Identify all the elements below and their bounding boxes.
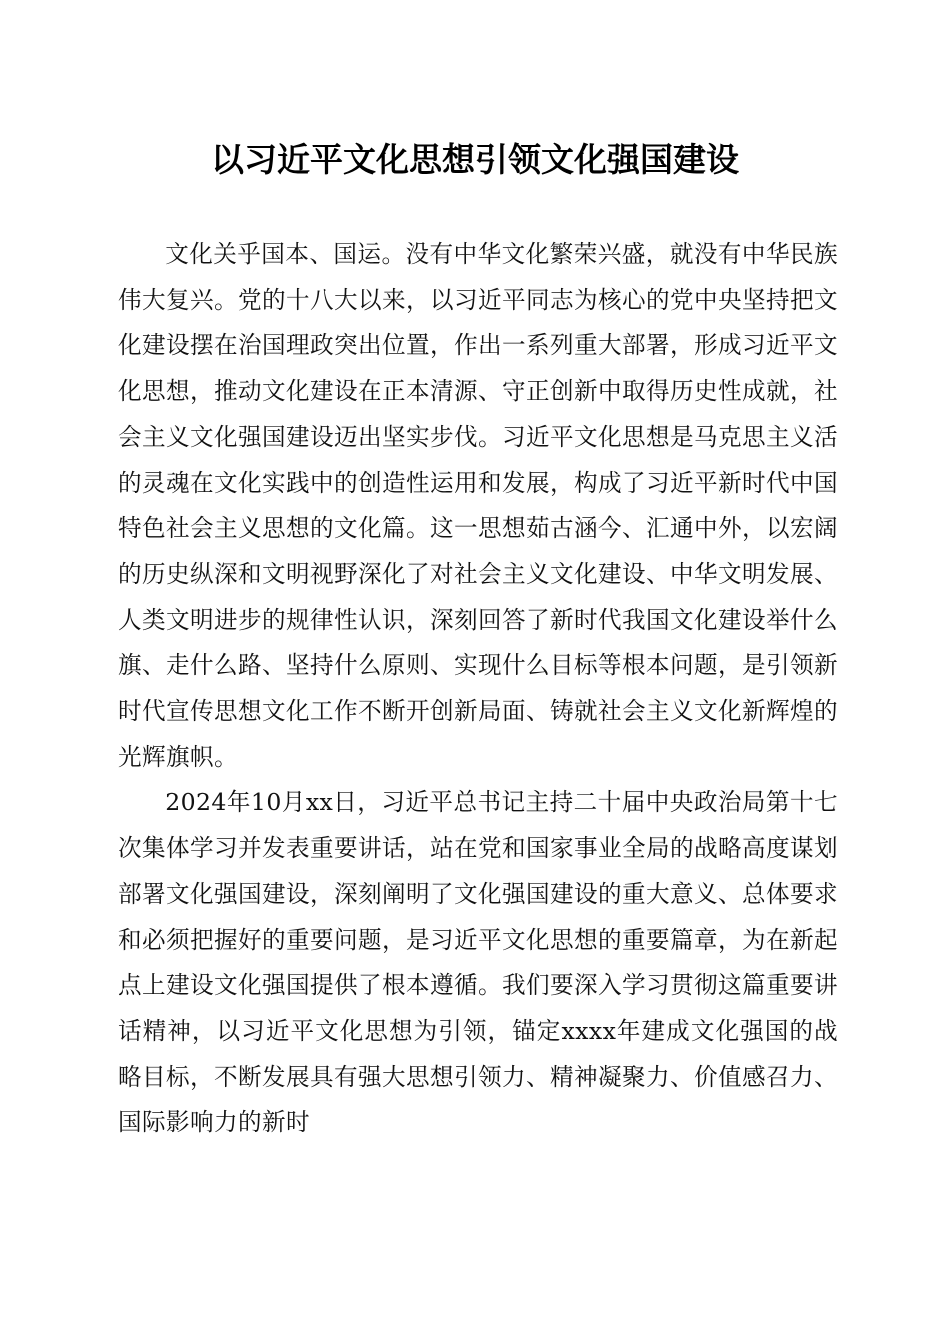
document-body (118, 232, 838, 1146)
document-title: 以习近平文化思想引领文化强国建设 (211, 140, 739, 179)
paragraph-2: 2024年10月xx日，习近平总书记主持二十届中央政治局第十七次集体学习并发表重要讲话，站在党和国家事业全局的战略高度谋划部署文化强国建设，深刻阐明了文化强国建设的重大意义、总体要求和必须把握好的重要问题，是习近平文化思想的重要篇章，为在新起点上建设文化强国提供了根本遵循。我们要深入学习贯彻这篇重要讲话精神，以习近平文化思想为引领，锚定xxxx年建成文化强国的战略目标，不断发展具有强大思想引领力、精神凝聚力、价值感召力、国际影响力的新时 (118, 788, 838, 1137)
paragraph-1: 文化关乎国本、国运。没有中华文化繁荣兴盛，就没有中华民族伟大复兴。党的十八大以来，以习近平同志为核心的党中央坚持把文化建设摆在治国理政突出位置，作出一系列重大部署，形成习近平文化思想，推动文化建设在正本清源、守正创新中取得历史性成就，社会主义文化强国建设迈出坚实步伐。习近平文化思想是马克思主义活的灵魂在文化实践中的创造性运用和发展，构成了习近平新时代中国特色社会主义思想的文化篇。这一思想茹古涵今、汇通中外，以宏阔的历史纵深和文明视野深化了对社会主义文化建设、中华文明发展、人类文明进步的规律性认识，深刻回答了新时代我国文化建设举什么旗、走什么路、坚持什么原则、实现什么目标等根本问题，是引领新时代宣传思想文化工作不断开创新局面、铸就社会主义文化新辉煌的光辉旗帜。 (118, 240, 838, 771)
